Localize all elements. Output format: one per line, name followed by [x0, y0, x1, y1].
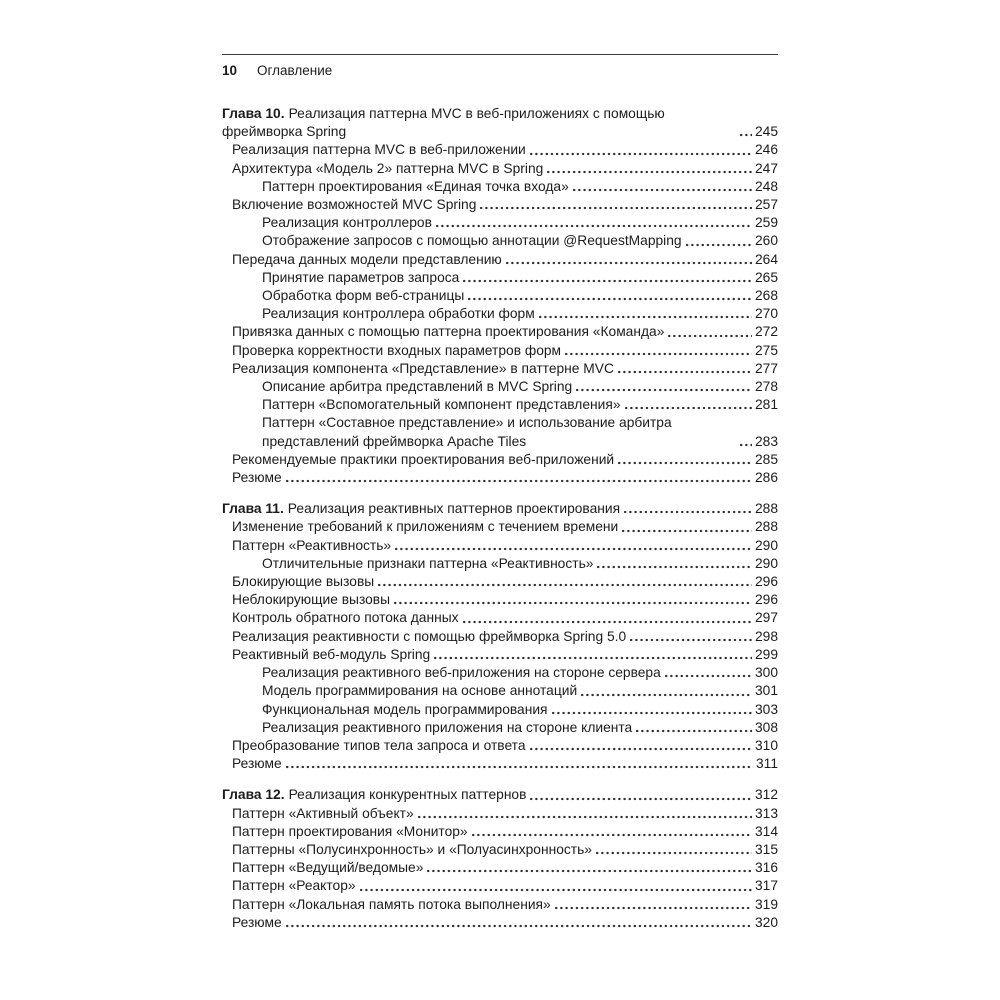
- toc-page-number: 275: [754, 342, 778, 358]
- toc-entry: [222, 841, 778, 859]
- toc-page-number: 317: [754, 878, 778, 894]
- toc-entry-text: Реализация паттерна MVC в веб-приложениях с помощью фреймворка Spring: [222, 106, 665, 140]
- toc-page-number: 278: [754, 379, 778, 395]
- toc-dot-leader: [630, 638, 752, 642]
- page-number-folio: 10: [222, 63, 238, 78]
- toc-entry-text: Описание арбитра представлений в MVC Spring: [262, 379, 573, 395]
- toc-entry-title: [232, 591, 390, 609]
- toc-page-number: 316: [754, 860, 778, 876]
- toc-page-number: 260: [754, 233, 778, 249]
- toc-chapter-label: Глава 12.: [222, 787, 285, 803]
- toc-page-number: 272: [754, 324, 778, 340]
- toc-dot-leader: [434, 656, 752, 660]
- toc-dot-leader: [618, 461, 752, 465]
- toc-entry-text: Функциональная модель программирования: [262, 701, 548, 717]
- toc-entry-text: Резюме: [232, 914, 282, 930]
- toc-entry-text: Архитектура «Модель 2» паттерна MVC в Spring: [232, 160, 544, 176]
- toc-dot-leader: [427, 869, 752, 873]
- toc-entry-text: Рекомендуемые практики проектирования веб-приложений: [232, 451, 615, 467]
- toc-entry-text: Паттерн «Вспомогательный компонент представления»: [262, 397, 621, 413]
- toc-entry-title: [262, 701, 548, 719]
- toc-entry: [222, 823, 778, 841]
- toc-page-number: 281: [754, 397, 778, 413]
- toc-entry-title: [262, 214, 432, 232]
- toc-entry-text: Паттерн «Реактор»: [232, 878, 356, 894]
- toc-dot-leader: [436, 224, 752, 228]
- toc-entry-text: Реализация компонента «Представление» в паттерне MVC: [232, 360, 614, 376]
- toc-entry-title: [232, 823, 468, 841]
- toc-entry-title: [262, 396, 621, 414]
- toc-entry-title: [262, 664, 661, 682]
- toc-entry-text: Реализация реактивного веб-приложения на стороне сервера: [262, 665, 661, 681]
- toc-page-number: 303: [754, 701, 778, 717]
- toc-page-number: 312: [754, 787, 778, 803]
- toc-entry-text: Отличительные признаки паттерна «Реактивность»: [262, 555, 594, 571]
- toc-entry-text: Преобразование типов тела запроса и ответа: [232, 737, 526, 753]
- toc-entry: [222, 141, 778, 159]
- toc-entry: [222, 518, 778, 536]
- toc-entry-text: Реализация паттерна MVC в веб-приложении: [232, 142, 526, 158]
- toc-entry: [222, 701, 778, 719]
- toc-entry: [222, 232, 778, 250]
- toc-page-number: 247: [754, 160, 778, 176]
- toc-entry-title: [232, 755, 282, 773]
- toc-page-number: 288: [754, 519, 778, 535]
- toc-entry-text: Реактивный веб-модуль Spring: [232, 646, 431, 662]
- toc-page-number: 270: [754, 306, 778, 322]
- toc-entry-title: [262, 178, 569, 196]
- toc-entry-title: [232, 646, 430, 664]
- toc-page-number: 311: [756, 756, 778, 772]
- toc-entry-title: [222, 786, 526, 804]
- toc-entry-text: Резюме: [232, 470, 282, 486]
- toc-entry: [222, 500, 778, 518]
- toc-dot-leader: [530, 152, 752, 156]
- toc-entry-text: Паттерны «Полусинхронность» и «Полуасинхронность»: [232, 841, 592, 857]
- toc-page-number: 285: [754, 451, 778, 467]
- toc-page-number: 296: [754, 574, 778, 590]
- toc-entry-title: [222, 500, 620, 518]
- toc-entry: [222, 573, 778, 591]
- toc-entry-text: Привязка данных с помощью паттерна проектирования «Команда»: [232, 324, 665, 340]
- toc-entry-title: [232, 737, 526, 755]
- toc-dot-leader: [547, 170, 752, 174]
- toc-entry: [222, 786, 778, 804]
- toc-entry-title: [232, 469, 282, 487]
- toc-dot-leader: [463, 620, 752, 624]
- toc-page-number: 300: [754, 665, 778, 681]
- toc-entry: [222, 682, 778, 700]
- toc-page-number: 277: [754, 360, 778, 376]
- toc-page-number: 248: [754, 178, 778, 194]
- toc-page-number: 264: [754, 251, 778, 267]
- toc-entry: [222, 305, 778, 323]
- toc-entry: [222, 360, 778, 378]
- toc-page-number: 259: [754, 215, 778, 231]
- toc-dot-leader: [668, 334, 752, 338]
- toc-page-number: 268: [754, 288, 778, 304]
- toc-entry: [222, 214, 778, 232]
- toc-chapter-label: Глава 10.: [222, 106, 285, 121]
- toc-page-number: 265: [754, 269, 778, 285]
- toc-entry-text: Передача данных модели представлению: [232, 251, 502, 267]
- toc-dot-leader: [625, 406, 752, 410]
- toc-entry-title: [232, 609, 459, 627]
- toc-entry-title: [232, 518, 618, 536]
- toc-entry: [222, 196, 778, 214]
- toc-page-number: 286: [754, 470, 778, 486]
- toc-entry-title: [232, 877, 356, 895]
- toc-dot-leader: [286, 479, 752, 483]
- toc-entry-title: [232, 323, 664, 341]
- toc-page-number: 313: [754, 805, 778, 821]
- toc-page-number: 299: [754, 646, 778, 662]
- toc-entry-title: [262, 719, 632, 737]
- toc-entry: [222, 342, 778, 360]
- toc-entry-title: [232, 896, 551, 914]
- toc-dot-leader: [539, 315, 752, 319]
- toc-dot-leader: [565, 352, 752, 356]
- toc-entry-title: [232, 537, 391, 555]
- toc-entry-text: Модель программирования на основе аннотаций: [262, 683, 578, 699]
- toc-entry: [222, 859, 778, 877]
- toc-dot-leader: [552, 711, 752, 715]
- toc-dot-leader: [618, 370, 752, 374]
- toc-entry-title: [232, 805, 414, 823]
- toc-page-number: 298: [754, 628, 778, 644]
- toc-entry-title: [232, 451, 614, 469]
- toc-dot-leader: [468, 297, 752, 301]
- toc-entry-title: [232, 573, 374, 591]
- toc-page-number: 290: [754, 537, 778, 553]
- toc-dot-leader: [506, 261, 752, 265]
- toc-entry-title: [262, 287, 464, 305]
- toc-entry: [222, 469, 778, 487]
- toc-entry-title: [232, 251, 502, 269]
- toc-page-number: 297: [754, 610, 778, 626]
- toc-page-number: 257: [754, 197, 778, 213]
- toc-page-number: 308: [754, 719, 778, 735]
- toc-entry-text: Принятие параметров запроса: [262, 269, 460, 285]
- toc-entry-title: [262, 682, 577, 700]
- table-of-contents: [222, 105, 778, 932]
- toc-entry: [222, 287, 778, 305]
- toc-entry-text: Реализация реактивности с помощью фреймворка Spring 5.0: [232, 628, 627, 644]
- toc-entry-text: Реализация контроллеров: [262, 215, 432, 231]
- toc-dot-leader: [636, 729, 752, 733]
- toc-entry-text: Паттерн «Реактивность»: [232, 537, 392, 553]
- toc-page-number: 283: [754, 433, 778, 449]
- toc-entry-title: [262, 269, 459, 287]
- toc-entry-text: Реализация контроллера обработки форм: [262, 306, 535, 322]
- toc-entry-text: Реализация реактивного приложения на стороне клиента: [262, 719, 633, 735]
- toc-entry: [222, 160, 778, 178]
- toc-dot-leader: [573, 188, 752, 192]
- toc-entry: [222, 105, 778, 141]
- toc-dot-leader: [624, 510, 752, 514]
- toc-chapter-label: Глава 11.: [222, 501, 284, 517]
- toc-page-number: 290: [754, 555, 778, 571]
- toc-entry-title: [232, 859, 423, 877]
- toc-page-number: 301: [754, 683, 778, 699]
- toc-dot-leader: [418, 815, 752, 819]
- toc-page-number: 246: [754, 142, 778, 158]
- toc-entry: [222, 378, 778, 396]
- toc-entry: [222, 896, 778, 914]
- toc-entry-title: [232, 342, 561, 360]
- toc-dot-leader: [395, 547, 752, 551]
- page-header: [222, 54, 778, 79]
- toc-dot-leader: [740, 443, 752, 447]
- toc-entry-title: [232, 160, 543, 178]
- toc-entry-title: [232, 841, 592, 859]
- toc-entry-text: Паттерн «Локальная память потока выполнения»: [232, 896, 551, 912]
- toc-entry-title: [262, 414, 736, 450]
- toc-dot-leader: [622, 529, 752, 533]
- toc-entry-title: [232, 914, 282, 932]
- toc-dot-leader: [480, 206, 752, 210]
- toc-page-number: 319: [754, 896, 778, 912]
- toc-entry-title: [232, 360, 614, 378]
- toc-entry: [222, 877, 778, 895]
- toc-dot-leader: [463, 279, 752, 283]
- toc-entry-text: Обработка форм веб-страницы: [262, 288, 465, 304]
- toc-entry-text: Паттерн проектирования «Единая точка входа»: [262, 178, 569, 194]
- toc-entry-text: Неблокирующие вызовы: [232, 592, 391, 608]
- toc-entry-title: [262, 378, 572, 396]
- toc-entry-text: Проверка корректности входных параметров форм: [232, 342, 562, 358]
- toc-entry: [222, 537, 778, 555]
- toc-entry-text: Паттерн «Ведущий/ведомые»: [232, 860, 424, 876]
- toc-entry-text: Паттерн проектирования «Монитор»: [232, 823, 468, 839]
- toc-entry: [222, 591, 778, 609]
- toc-entry-text: Блокирующие вызовы: [232, 574, 375, 590]
- toc-entry-text: Реализация реактивных паттернов проектирования: [287, 501, 621, 517]
- toc-entry-text: Резюме: [232, 756, 282, 772]
- running-head-title: Оглавление: [257, 63, 333, 78]
- toc-page-number: 296: [754, 592, 778, 608]
- toc-entry: [222, 719, 778, 737]
- toc-entry-text: Контроль обратного потока данных: [232, 610, 459, 626]
- toc-entry-title: [222, 105, 736, 141]
- toc-entry: [222, 451, 778, 469]
- toc-dot-leader: [472, 833, 752, 837]
- toc-page-number: 245: [754, 124, 778, 140]
- toc-page-number: 310: [754, 737, 778, 753]
- toc-entry: [222, 396, 778, 414]
- toc-entry-title: [232, 141, 526, 159]
- toc-dot-leader: [286, 924, 752, 928]
- toc-entry-title: [262, 232, 682, 250]
- toc-entry: [222, 178, 778, 196]
- toc-entry: [222, 555, 778, 573]
- toc-entry: [222, 646, 778, 664]
- toc-page-number: 320: [754, 914, 778, 930]
- toc-entry-text: Паттерн «Активный объект»: [232, 805, 414, 821]
- toc-page-number: 315: [754, 841, 778, 857]
- toc-entry-title: [262, 555, 593, 573]
- toc-entry-text: Реализация конкурентных паттернов: [288, 787, 527, 803]
- toc-entry: [222, 664, 778, 682]
- toc-dot-leader: [596, 851, 752, 855]
- toc-entry-text: Отображение запросов с помощью аннотации @RequestMapping: [262, 233, 682, 249]
- toc-entry: [222, 628, 778, 646]
- toc-page-number: 314: [754, 823, 778, 839]
- toc-entry-text: Изменение требований к приложениям с течением времени: [232, 519, 619, 535]
- toc-entry: [222, 805, 778, 823]
- toc-entry: [222, 323, 778, 341]
- toc-entry: [222, 755, 778, 773]
- toc-dot-leader: [740, 133, 752, 137]
- toc-entry-text: Паттерн «Составное представление» и использование арбитра представлений фреймворка Apache Tiles: [262, 415, 672, 449]
- toc-page-number: 288: [754, 501, 778, 517]
- toc-entry-title: [232, 196, 476, 214]
- toc-dot-leader: [555, 906, 752, 910]
- toc-dot-leader: [394, 601, 752, 605]
- toc-entry: [222, 609, 778, 627]
- toc-entry: [222, 269, 778, 287]
- toc-entry: [222, 414, 778, 450]
- toc-dot-leader: [360, 888, 752, 892]
- toc-dot-leader: [576, 388, 752, 392]
- toc-dot-leader: [378, 583, 752, 587]
- toc-dot-leader: [530, 797, 752, 801]
- toc-dot-leader: [581, 693, 752, 697]
- toc-dot-leader: [665, 674, 752, 678]
- toc-dot-leader: [686, 243, 752, 247]
- toc-entry: [222, 737, 778, 755]
- toc-entry-title: [262, 305, 535, 323]
- toc-entry: [222, 251, 778, 269]
- toc-entry: [222, 914, 778, 932]
- toc-entry-title: [232, 628, 626, 646]
- toc-entry-text: Включение возможностей MVC Spring: [232, 197, 477, 213]
- toc-dot-leader: [530, 747, 752, 751]
- toc-dot-leader: [286, 765, 753, 769]
- toc-dot-leader: [597, 565, 752, 569]
